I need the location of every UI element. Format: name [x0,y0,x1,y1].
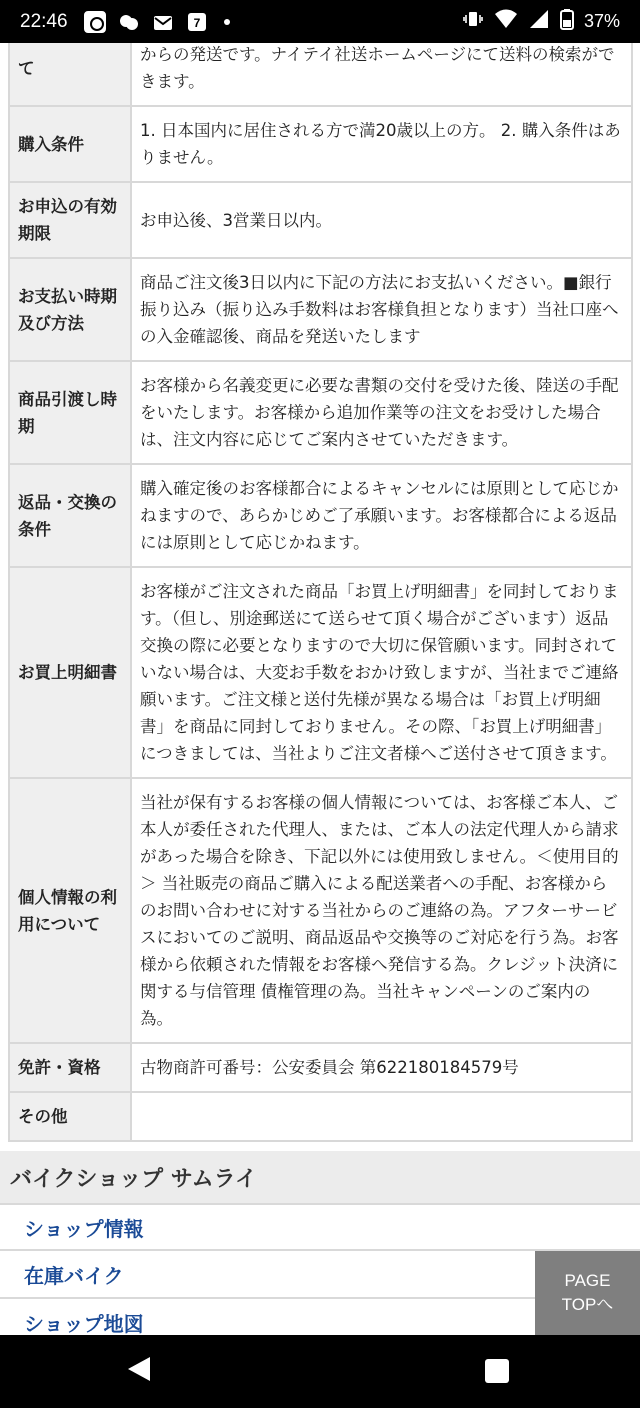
signal-icon [528,8,550,35]
shop-title: バイクショップ サムライ [0,1151,640,1203]
row-header: 個人情報の利用について [9,778,131,1043]
shop-map-link[interactable]: ショップ地図 [0,1299,640,1335]
table-row [9,1092,632,1141]
page-top-label-2: TOPへ [561,1295,614,1314]
table-row [9,106,632,182]
recent-apps-icon[interactable] [485,1359,509,1383]
svg-text:7: 7 [193,15,200,30]
store-app-icon [186,11,208,33]
battery-icon [560,8,574,35]
store-info-table [8,43,633,1142]
weather-icon [118,11,140,33]
row-header: お買上明細書 [9,567,131,778]
row-header: 免許・資格 [9,1043,131,1092]
vibrate-icon [462,8,484,35]
row-header: お申込の有効期限 [9,182,131,258]
row-header: お支払い時期及び方法 [9,258,131,361]
row-value: からの発送です。ナイテイ社送ホームページにて送料の検索ができます。 [131,43,632,106]
row-value: 1. 日本国内に居住される方で満20歳以上の方。 2. 購入条件はありません。 [131,106,632,182]
page-top-label-1: PAGE [564,1271,611,1290]
system-nav-bar [0,1335,640,1408]
mail-icon [152,11,174,33]
battery-percent: 37% [583,11,620,31]
row-value: 当社が保有するお客様の個人情報については、お客様ご本人、ご本人が委任された代理人、または、ご本人の法定代理人から請求があった場合を除き、下記以外には使用致しません。＜使用目的＞ 当社販売の商品ご購入による配送業者への手配、お客様からのお問い合わせに対する当社からのご連絡の為。アフターサービスにおいてのご説明、商品返品や交換等のご対応を行う為。お客様から依頼された情報をお客様へ発信する為。クレジット決済に関する与信管理 債権管理の為。当社キャンペーンのご案内の為。 [131,778,632,1043]
table-row [9,258,632,361]
row-value: お申込後、3営業日以内。 [131,182,632,258]
table-row [9,182,632,258]
row-value: 商品ご注文後3日以内に下記の方法にお支払いください。■銀行振り込み（振り込み手数料はお客様負担となります）当社口座への入金確認後、商品を発送いたします [131,258,632,361]
table-row [9,464,632,567]
row-value: 購入確定後のお客様都合によるキャンセルには原則として応じかねますので、あらかじめご了承願います。お客様都合による返品には原則として応じかねます。 [131,464,632,567]
row-header: 商品引渡し時期 [9,361,131,464]
stock-bikes-link[interactable]: 在庫バイク [0,1251,640,1299]
row-value [131,1092,632,1141]
table-row [9,43,632,106]
shop-info-link[interactable]: ショップ情報 [0,1203,640,1251]
back-icon[interactable] [128,1357,150,1381]
row-header: 購入条件 [9,106,131,182]
row-value: お客様から名義変更に必要な書類の交付を受けた後、陸送の手配をいたします。お客様から追加作業等の注文をお受けした場合は、注文内容に応じてご案内させていただきます。 [131,361,632,464]
app-notification-icon [84,11,106,33]
table-row [9,778,632,1043]
status-bar [0,0,640,43]
page-content [0,43,640,1335]
table-row [9,1043,632,1092]
row-value: 古物商許可番号：公安委員会 第622180184579号 [131,1043,632,1092]
row-header: 返品・交換の条件 [9,464,131,567]
table-row [9,567,632,778]
row-header: て [9,43,131,106]
more-notifications-icon [224,19,230,25]
wifi-icon [494,8,518,35]
row-header: その他 [9,1092,131,1141]
row-value: お客様がご注文された商品「お買上げ明細書」を同封しております。（但し、別途郵送にて送らせて頂く場合がございます）返品 交換の際に必要となりますので大切に保管願います。同封されていない場合は、大変お手数をおかけ致しますが、当社までご連絡願います。ご注文様と送付先様が異なる場合は「お買上げ明細書」を商品に同封しておりません。その際、「お買上げ明細書」につきましては、当社よりご注文者様へご送付させて頂きます。 [131,567,632,778]
table-row [9,361,632,464]
page-top-button[interactable] [535,1251,640,1335]
status-time: 22:46 [20,10,68,32]
